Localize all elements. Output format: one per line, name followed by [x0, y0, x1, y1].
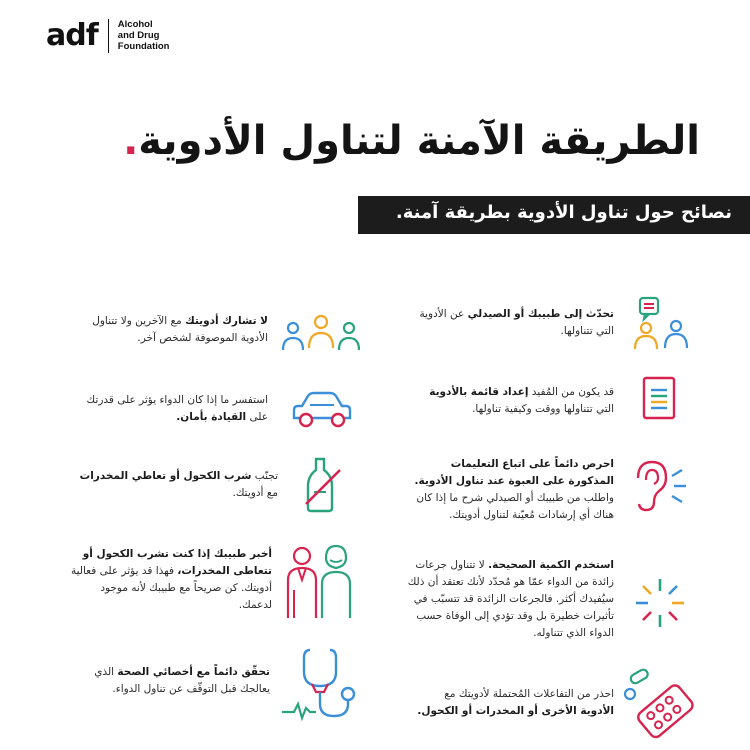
- doctor-chat-icon: [632, 296, 692, 352]
- tip-body: مع الآخرين ولا تتناول الأدوية الموصوفة لشخص آخر.: [92, 315, 268, 344]
- tip-bold: شرب الكحول أو تعاطي المخدرات: [79, 470, 252, 482]
- tip-body: التي تتناولها ووقت وكيفية تناولها.: [472, 403, 614, 415]
- logo-line-1: Alcohol: [117, 19, 153, 30]
- tip-body: فهذا قد يؤثر على فعالية أدويتك. كن صريحاً مع طبيبك لأنه موجود لدعمك.: [70, 565, 272, 611]
- tip-bold: إعداد قائمة بالأدوية: [429, 386, 529, 398]
- tip-body: لا تتناول جرعات زائدة من الدواء عمّا هو مُحدّد لأنك تعتقد أن ذلك سيُفيدك أكثر. فالجرعات الزائدة قد تتسبّب في تأثيرات خطيرة بل وقد تؤدي إلى الوفاة حسب الدواء الذي تتناوله.: [407, 559, 614, 639]
- subtitle: نصائح حول تناول الأدوية بطريقة آمنة.: [395, 202, 732, 223]
- tip-body: الذي يعالجك قبل التوقّف عن تناول الدواء.: [94, 666, 270, 695]
- tip-check-professional: [84, 664, 270, 698]
- car-icon: [288, 388, 354, 432]
- tip-dont-share: [70, 313, 268, 347]
- tip-talk-doctor: [410, 306, 614, 340]
- tip-avoid-alcohol: [70, 468, 278, 502]
- stethoscope-icon: [280, 646, 366, 724]
- tip-correct-dose: [404, 557, 614, 642]
- tip-interactions: [410, 686, 614, 720]
- tip-bold: الأدوية الأخرى أو المخدرات أو الكحول.: [417, 705, 614, 717]
- tip-bold: تحقّق دائماً مع أخصائي الصحة: [117, 666, 270, 678]
- list-icon: [640, 375, 680, 423]
- no-alcohol-icon: [298, 456, 348, 514]
- tip-body: واطلب من طبيبك أو الصيدلي شرح ما إذا كان هناك أي إرشادات مُعيّنة لتناول أدويتك.: [416, 492, 614, 521]
- tip-bold: لا تشارك أدويتك: [185, 315, 268, 327]
- tip-medicine-list: [410, 384, 614, 418]
- logo-org-name: [118, 19, 170, 52]
- page-title: [60, 118, 700, 164]
- page-title-text: الطريقة الآمنة لتناول الأدوية: [138, 118, 700, 164]
- pills-icon: [622, 668, 694, 740]
- tip-driving: [84, 392, 268, 426]
- tip-body-start: تجنّب: [251, 470, 278, 482]
- tip-body-start: قد يكون من المُفيد: [528, 386, 614, 398]
- logo-line-2: and Drug: [117, 30, 160, 41]
- subtitle-banner: [358, 196, 750, 234]
- tip-bold: أخبر طبيبك إذا كنت تشرب الكحول أو تتعاطى المخدرات،: [82, 548, 272, 577]
- logo-line-3: Foundation: [117, 41, 170, 52]
- doctor-patient-icon: [284, 540, 356, 622]
- tip-bold: استخدم الكمية الصحيحة.: [488, 559, 614, 571]
- title-dot: .: [123, 118, 139, 164]
- tip-body-start: استفسر ما إذا كان الدواء يؤثر على قدرتك على: [86, 394, 268, 423]
- ear-icon: [628, 458, 692, 514]
- logo-mark: adf: [46, 18, 98, 53]
- tip-body: عن الأدوية التي تتناولها.: [419, 308, 614, 337]
- logo-divider: [108, 19, 109, 53]
- people-icon: [280, 310, 362, 354]
- tip-tell-doctor: [66, 546, 272, 614]
- tip-bold: احرص دائماً على اتباع التعليمات المذكورة على العبوة عند تناول الأدوية.: [414, 458, 614, 487]
- logo: [46, 18, 170, 53]
- tip-bold: القيادة بأمان.: [176, 411, 247, 423]
- burst-icon: [632, 575, 688, 631]
- tip-bold: تحدّث إلى طبيبك أو الصيدلي: [467, 308, 614, 320]
- tip-follow-instructions: [410, 456, 614, 524]
- tip-body-start: احذر من التفاعلات المُحتملة لأدويتك مع: [444, 688, 614, 700]
- tip-body: مع أدويتك.: [232, 487, 278, 499]
